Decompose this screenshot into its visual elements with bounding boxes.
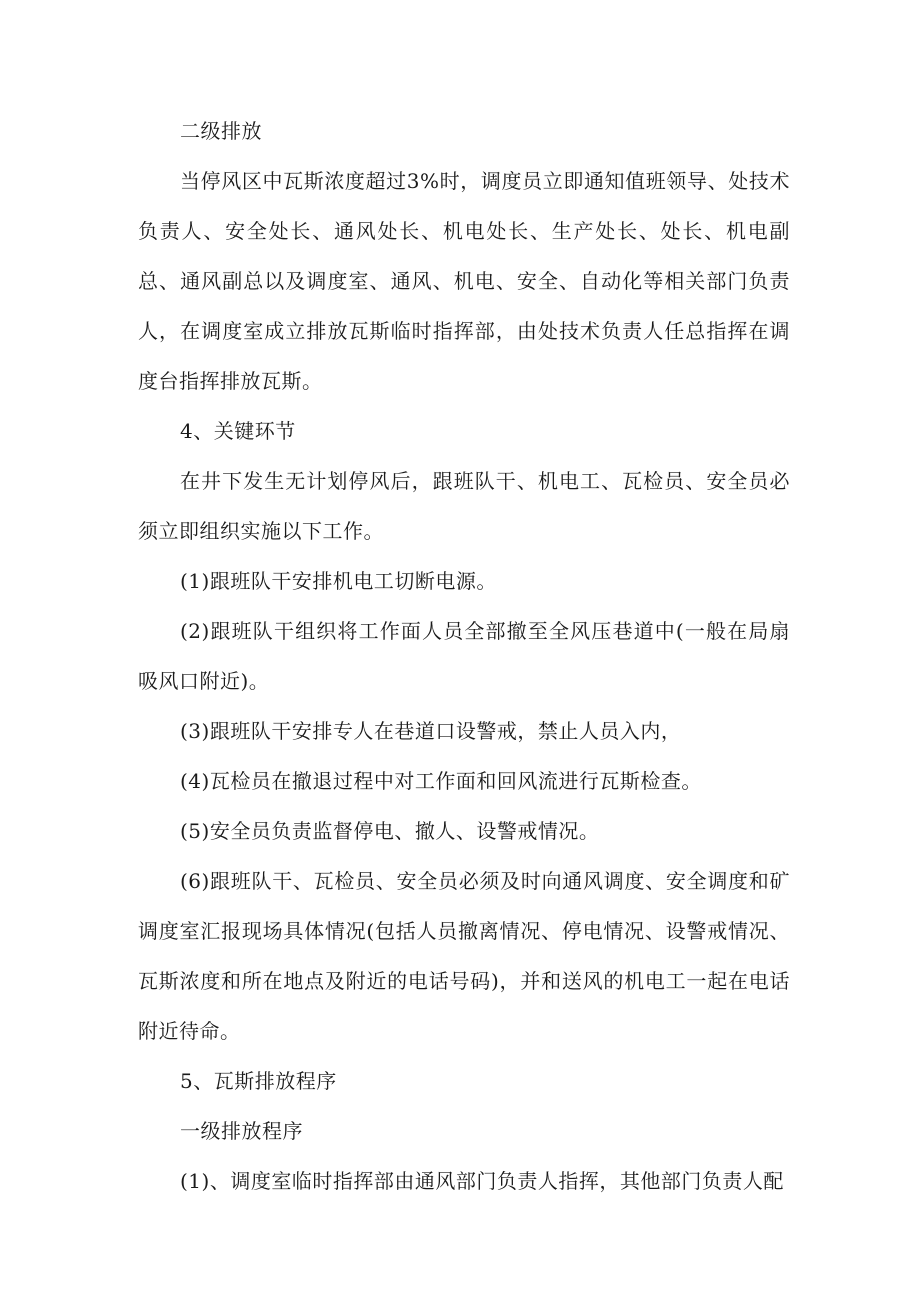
paragraph-key-steps-intro: 在井下发生无计划停风后，跟班队干、机电工、瓦检员、安全员必须立即组织实施以下工作。 [138, 469, 790, 543]
list-item-step-1: (1)跟班队干安排机电工切断电源。 [180, 569, 497, 593]
paragraph-level2-discharge-body: 当停风区中瓦斯浓度超过3%时，调度员立即通知值班领导、处技术负责人、安全处长、通风处长、机电处长、生产处长、处长、机电副总、通风副总以及调度室、通风、机电、安全、自动化等相关部门负责人，在调度室成立排放瓦斯临时指挥部，由处技术负责人任总指挥在调度台指挥排放瓦斯。 [138, 169, 790, 393]
section-heading-discharge-procedure: 5、瓦斯排放程序 [180, 1069, 337, 1093]
section-heading-level2-discharge: 二级排放 [180, 119, 262, 143]
subsection-heading-level1-procedure: 一级排放程序 [180, 1119, 303, 1143]
section-heading-key-steps: 4、关键环节 [180, 419, 296, 443]
list-item-procedure-1: (1)、调度室临时指挥部由通风部门负责人指挥，其他部门负责人配 [180, 1169, 784, 1193]
list-item-step-3: (3)跟班队干安排专人在巷道口设警戒，禁止人员入内， [180, 719, 682, 743]
list-item-step-6: (6)跟班队干、瓦检员、安全员必须及时向通风调度、安全调度和矿调度室汇报现场具体情况(包括人员撤离情况、停电情况、设警戒情况、瓦斯浓度和所在地点及附近的电话号码)，并和送风的机电工一起在电话附近待命。 [138, 869, 790, 1043]
list-item-step-5: (5)安全员负责监督停电、撤人、设警戒情况。 [180, 819, 600, 843]
list-item-step-4: (4)瓦检员在撤退过程中对工作面和回风流进行瓦斯检查。 [180, 769, 702, 793]
document-page [138, 106, 790, 1206]
list-item-step-2: (2)跟班队干组织将工作面人员全部撤至全风压巷道中(一般在局扇吸风口附近)。 [138, 619, 790, 693]
